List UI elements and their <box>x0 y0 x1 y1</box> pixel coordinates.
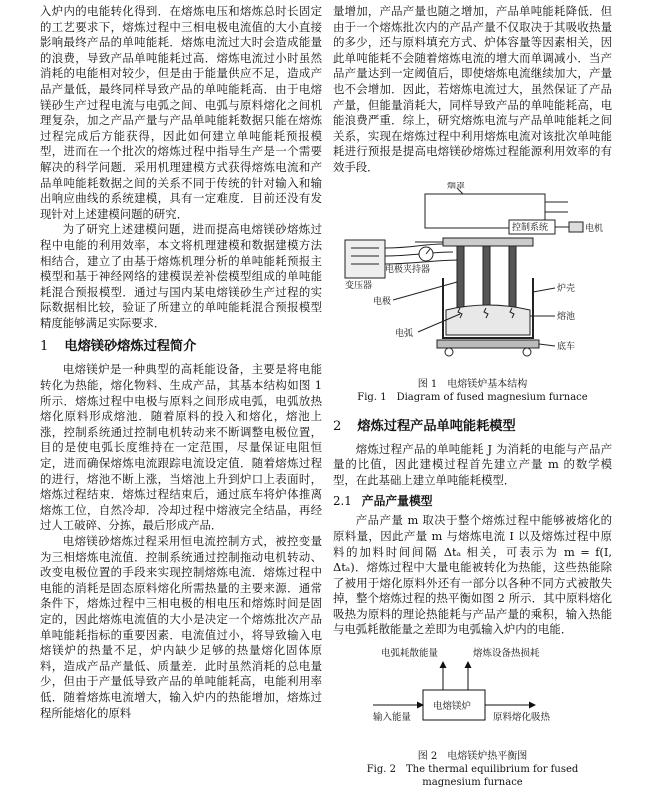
figure-2-caption-en-2: magnesium furnace <box>422 777 523 789</box>
label-equip-loss: 熔炼设备热损耗 <box>473 648 540 660</box>
paragraph-goal: 为了研究上述建模问题，进而提高电熔镁砂熔炼过程中电能的利用效率，本文将机理建模和数据建模方法相结合，建立了由基于熔炼机理分析的单吨能耗预报主模型和基于神经网络的建模误差补偿模型组成的单吨能耗混合预报模型．通过与国内某电熔镁砂生产过程的实际数据相比较，验证了所建立的单吨能耗混合预报模型精度能够满足实际要求． <box>40 222 322 330</box>
label-molten-pool: 熔池 <box>557 311 576 322</box>
label-smoke-hood: 烟罩 <box>447 181 466 191</box>
label-cart: 底车 <box>557 341 576 352</box>
paragraph-section2-1: 产品产量 m 取决于整个熔炼过程中能够被熔化的原料量，因此产量 m 与熔炼电流 I 以及熔炼过程中原料的加料时间间隔 Δtₐ 相关，可表示为 m = f(I, Δtₐ)．熔炼过程中大量电能被转化为热能，这些热能除了被用于熔化原料外还有一部分以各种不同方式被散失掉，整个熔炼过程的热平衡如图 2 所示．其中原料熔化吸热为原料的理论热能耗与产品产量的乘积，输入热能与电弧耗散能量之差即为电弧输入炉内的电能． <box>333 513 612 637</box>
figure-2-title-zh: 电熔镁炉热平衡图 <box>447 751 528 763</box>
label-furnace: 电熔镁炉 <box>433 701 472 713</box>
electrode-holder-shape <box>443 238 533 246</box>
figure-2-caption-zh <box>333 750 612 763</box>
section-1-title: 电熔镁砂熔炼过程简介 <box>64 339 197 355</box>
transformer-shape <box>345 240 385 278</box>
label-arc-loss: 电弧耗散能量 <box>381 648 439 660</box>
right-column <box>333 4 612 789</box>
section-2-number: 2 <box>333 418 342 434</box>
section-1-heading <box>40 338 322 356</box>
figure-1-title-zh: 电熔镁炉基本结构 <box>447 378 528 390</box>
paragraph-section1-b: 电熔镁砂熔炼过程采用恒电流控制方式，被控变量为三相熔炼电流值．控制系统通过控制拖动电机转动、改变电极位置的手段来实现控制熔炼电流．熔炼过程中电能的消耗是固态原料熔化所需热量的主要来源．通常条件下，熔炼过程中三相电极的相电压和熔炼时间是固定的，因此熔炼电流值的大小是决定一个熔炼批次产品单吨能耗指标的重要因素．电流值过小，将导致输入电熔镁炉的热量不足，炉内缺少足够的热量熔化固体原料，造成产品产量低、质量差．此时虽然消耗的总电量少，但由于产量低导致产品的单吨能耗高，电能利用率低．随着熔炼电流增大，输入炉内的热能增加，熔炼过程所能熔化的原料 <box>40 534 322 720</box>
heat-balance-diagram <box>333 644 612 744</box>
label-arc: 电弧 <box>395 328 414 339</box>
label-motor: 电机 <box>585 223 604 234</box>
label-electrode-holder: 电极夹持器 <box>385 264 431 275</box>
paragraph-section1-a: 电熔镁炉是一种典型的高耗能设备，主要是将电能转化为热能，熔化物料、生成产品，其基本结构如图 1 所示．熔炼过程中电极与原料之间形成电弧，电弧放热熔化原料形成熔池．随着原料的投入和熔化，熔池上涨，控制系统通过控制电机转动来不断调整电极位置，目的是使电弧长度维持在一定范围，尽量保证电阻恒定，进而确保熔炼电流跟踪电流设定值．随着熔炼过程的进行，熔池不断上涨，当熔池上升到炉口上表面时，熔炼过程结束．熔炼过程结束后，通过底车将炉体推离熔炼工位，自然冷却．冷却过程中熔液完全结晶，再经过人工破碎、分拣，最后形成产品． <box>40 362 322 533</box>
section-2-title: 熔炼过程产品单吨能耗模型 <box>357 418 516 434</box>
section-1-number: 1 <box>40 339 49 355</box>
label-furnace-shell: 炉壳 <box>557 283 576 294</box>
furnace-diagram <box>333 182 612 372</box>
section-2-heading <box>333 418 612 436</box>
electrode-2 <box>483 246 490 308</box>
left-column <box>40 4 322 721</box>
paragraph-section2: 熔炼过程产品的单吨能耗 J 为消耗的电能与产品产量的比值，因此建模过程首先建立产量 m 的数学模型，在此基础上建立单吨能耗模型． <box>333 441 612 487</box>
cart-shape <box>437 340 539 348</box>
figure-1-title-en: Diagram of fused magnesium furnace <box>396 391 588 403</box>
figure-1-number-en: Fig. 1 <box>357 391 387 403</box>
subsection-2-1-heading <box>333 493 612 509</box>
label-transformer: 变压器 <box>345 280 373 291</box>
electrode-1 <box>457 246 464 308</box>
figure-1-caption-zh <box>333 378 612 391</box>
label-input-energy: 输入能量 <box>373 712 412 724</box>
label-control-system: 控制系统 <box>512 222 549 233</box>
figure-1-caption-en <box>333 391 612 404</box>
figure-1 <box>333 182 612 404</box>
electrode-3 <box>509 246 516 308</box>
figure-2-number: 图 2 <box>417 751 438 763</box>
figure-2-number-en: Fig. 2 <box>366 764 396 776</box>
subsection-2-1-number: 2.1 <box>333 494 352 509</box>
paragraph-intro: 入炉内的电能转化得到．在熔炼电压和熔炼总时长固定的工艺要求下，熔炼过程中三相电极电流值的大小直接影响最终产品的单吨能耗．熔炼电流过大时会造成能量的浪费，导致产品单吨能耗过高．熔炼电流过小时虽然消耗的电能相对较少，但是由于能量供应不足，造成产品产量低，最终同样导致产品的单吨能耗高．由于电熔镁砂生产过程电流与电弧之间、电弧与原料熔化之间机理复杂，加之产品产量与产品单吨能耗数据只能在熔炼过程完成后方能获得，因此如何建立单吨能耗预报模型，进而在一个批次的熔炼过程中指导生产是一个需要解决的科学问题．采用机理建模方式获得熔炼电流和产品单吨能耗数据之间的关系不同于传统的针对输入和输出响应曲线的系统建模，具有一定难度．目前还没有发现针对上述建模问题的研究． <box>40 4 322 221</box>
label-electrode: 电极 <box>373 296 392 307</box>
paragraph-continued: 量增加，产品产量也随之增加，产品单吨能耗降低．但由于一个熔炼批次内的产品产量不仅取决于其吸收热量的多少，还与原料填充方式、炉体容量等因素相关，因此单吨能耗不会随着熔炼电流的增大而单调减小．当产品产量达到一定阈值后，即使熔炼电流继续加大，产量也不会增加．因此，若熔炼电流过大，虽然保证了产品产量，但能量消耗大，同样导致产品的单吨能耗高，电能浪费严重．综上，研究熔炼电流与产品单吨能耗之间关系，实现在熔炼过程中利用熔炼电流对该批次单吨能耗进行预报是提高电熔镁砂熔炼过程能源利用效率的有效手段． <box>333 4 612 174</box>
figure-2 <box>333 644 612 789</box>
molten-pool-shape <box>446 305 530 335</box>
subsection-2-1-title: 产品产量模型 <box>361 494 433 509</box>
label-melt-heat: 原料熔化吸热 <box>493 712 551 724</box>
figure-2-title-en-1: The thermal equilibrium for fused <box>405 764 579 776</box>
motor-shape <box>569 222 583 232</box>
figure-2-caption-en-1 <box>333 763 612 776</box>
figure-1-number: 图 1 <box>417 378 438 390</box>
